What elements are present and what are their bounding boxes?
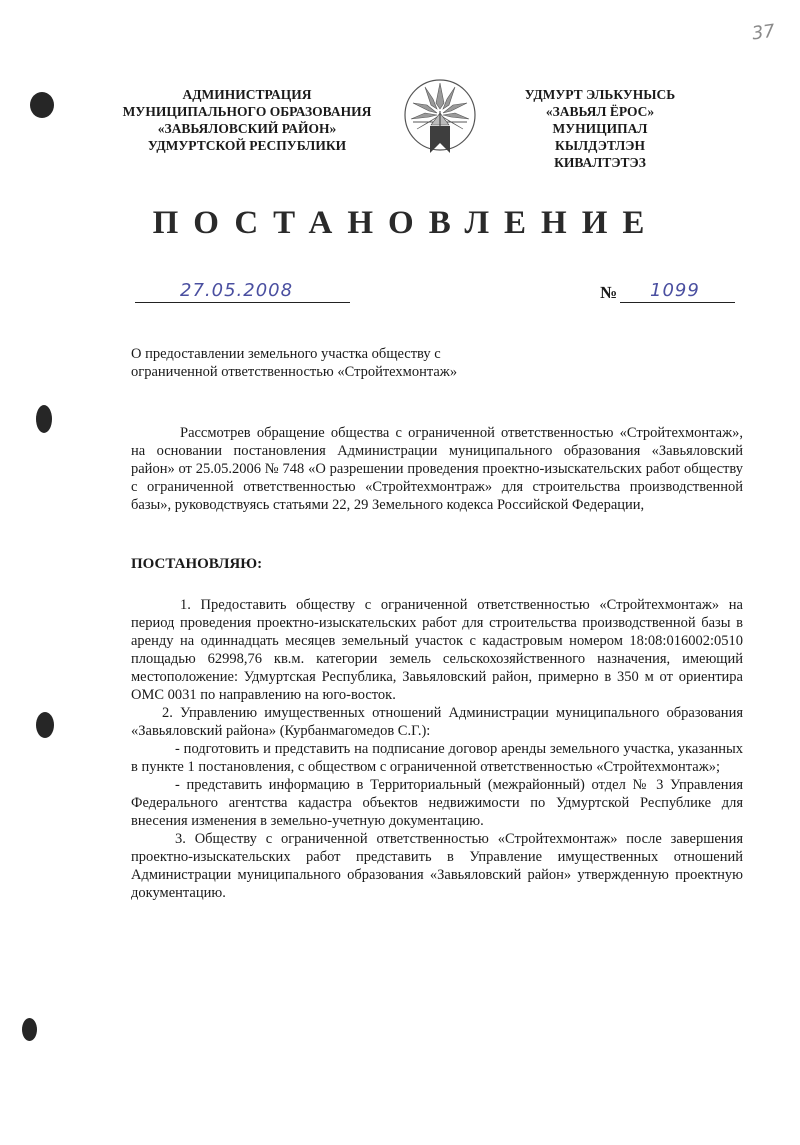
number-field <box>620 280 735 303</box>
subject-line: ограниченной ответственностью «Стройтехмонтаж» <box>131 364 458 380</box>
header-right-line: МУНИЦИПАЛ КЫЛДЭТЛЭН <box>552 121 648 153</box>
decree-heading: ПОСТАНОВЛЯЮ: <box>131 556 263 572</box>
header-left-line: АДМИНИСТРАЦИЯ <box>182 87 312 102</box>
document-subject <box>131 345 531 381</box>
handwritten-date: 27.05.2008 <box>180 280 294 301</box>
header-right-line: УДМУРТ ЭЛЬКУНЫСЬ <box>524 87 676 102</box>
decree-items <box>131 596 743 902</box>
binder-hole <box>22 1018 37 1041</box>
header-right-line: КИВАЛТЭТЭЗ <box>554 155 646 170</box>
header-right-line: «ЗАВЬЯЛ ЁРОС» <box>545 104 655 119</box>
decree-subitem: - подготовить и представить на подписание договор аренды земельного участка, указанных в пункте 1 постановления, с обществом с ограниченной ответственностью «Стройтехмонтаж»; <box>131 741 743 775</box>
header-left-line: МУНИЦИПАЛЬНОГО ОБРАЗОВАНИЯ <box>122 104 372 119</box>
number-label: № <box>600 283 618 302</box>
coat-of-arms-icon <box>403 73 477 159</box>
binder-hole <box>30 92 54 118</box>
binder-hole <box>36 405 52 433</box>
preamble-paragraph: Рассмотрев обращение общества с ограниченной ответственностью «Стройтехмонтаж», на основании постановления Администрации муниципального образования «Завьяловский район» от 25.05.2006 № 748 «О разрешении проведения проектно-изыскательских работ обществу с ограниченной ответственностью «Стройтехмонтраж» для строительства производственной базы», руководствуясь статьями 22, 29 Земельного кодекса Российской Федерации, <box>131 425 743 513</box>
header-right-block <box>510 86 690 171</box>
binder-hole <box>36 712 54 738</box>
decree-item: 1. Предоставить обществу с ограниченной ответственностью «Стройтехмонтаж» на период проведения проектно-изыскательских работ для строительства производственной базы в аренду на одиннадцать месяцев земельный участок с кадастровым номером 18:08:016002:0510 площадью 62998,76 кв.м. категории земель сельскохозяйственного назначения, имеющий местоположение: Удмуртская Республика, Завьяловский район, примерно в 350 м от ориентира ОМС 0031 по направлению на юго-восток. <box>131 597 743 703</box>
decree-item: 2. Управлению имущественных отношений Администрации муниципального образования «Завьяловский района» (Курбанмагомедов С.Г.): <box>131 705 743 739</box>
decree-subitem: - представить информацию в Территориальный (межрайонный) отдел № 3 Управления Федерального агентства кадастра объектов недвижимости по Удмуртской Республике для внесения изменения в земельно-учетную документацию. <box>131 777 743 829</box>
preamble <box>131 424 743 514</box>
page-number-annotation: 37 <box>750 20 777 45</box>
header-left-line: «ЗАВЬЯЛОВСКИЙ РАЙОН» <box>157 121 337 136</box>
handwritten-number: 1099 <box>650 280 700 301</box>
date-field <box>135 280 350 303</box>
header-left-block <box>112 86 382 154</box>
subject-line: О предоставлении земельного участка обществу с <box>131 346 441 362</box>
decree-item: 3. Обществу с ограниченной ответственностью «Стройтехмонтаж» после завершения проектно-изыскательских работ представить в Управление имущественных отношений Администрации муниципального образования «Завьяловский район» утвержденную проектную документацию. <box>131 831 743 901</box>
document-title: ПОСТАНОВЛЕНИЕ <box>152 205 660 241</box>
header-left-line: УДМУРТСКОЙ РЕСПУБЛИКИ <box>147 138 347 153</box>
